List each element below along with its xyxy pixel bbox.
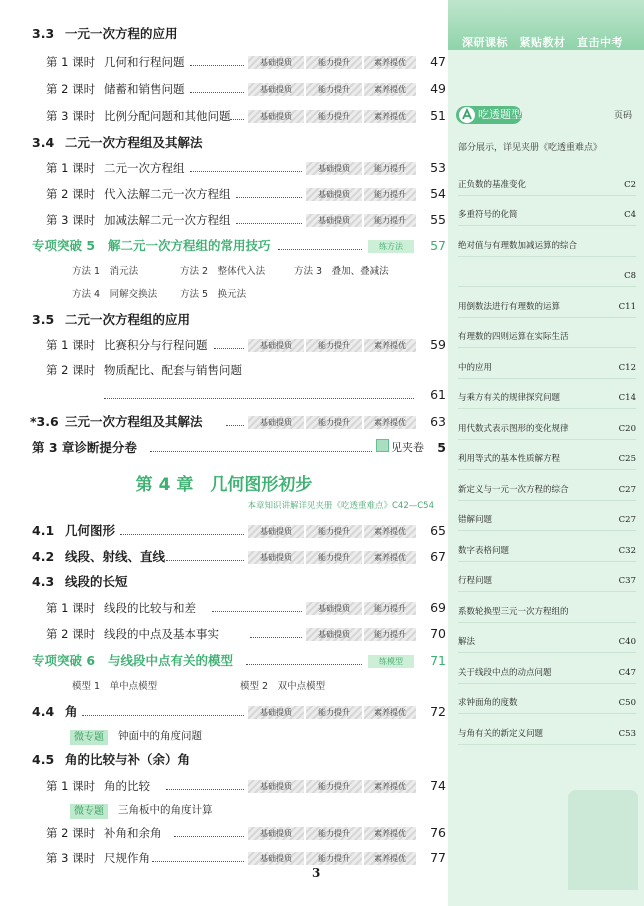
sidebar-list-item[interactable] (458, 684, 636, 715)
tag-basic: 基础提质 (248, 525, 304, 538)
methods-row (0, 261, 448, 283)
lesson-title: 线段的中点及基本事实 (104, 627, 219, 641)
decorative-illustration (568, 790, 638, 890)
tag-basic: 基础提质 (248, 110, 304, 123)
lesson-number: 第 2 课时 (46, 363, 96, 377)
booklet-icon (376, 439, 389, 452)
sidebar-item-title: 行程问题 (458, 576, 493, 586)
sidebar-item-title: 利用等式的基本性质解方程 (458, 454, 561, 464)
a-letter-icon (458, 106, 476, 124)
dot-leader (190, 92, 244, 93)
tag-basic: 基础提质 (248, 56, 304, 69)
toc-entry[interactable] (0, 51, 448, 73)
lesson-title: 比赛积分与行程问题 (104, 338, 208, 352)
lesson-number: 第 1 课时 (46, 601, 96, 615)
page-number: 57 (430, 238, 446, 253)
sidebar-item-title: 与角有关的新定义问题 (458, 728, 544, 739)
sidebar-list-item[interactable] (458, 623, 636, 654)
section-number: 4.5 (32, 752, 55, 767)
sidebar-item-page: C14 (618, 393, 636, 403)
models-row (0, 676, 448, 698)
sidebar-list-item[interactable] (458, 470, 636, 501)
dot-leader (230, 119, 244, 120)
sidebar-item-title: 中的应用 (458, 362, 493, 373)
tag-literacy: 素养提优 (364, 56, 416, 69)
model-item: 模型 1 单中点模型 (72, 681, 158, 692)
see-insert (376, 437, 424, 459)
lesson-title: 线段的比较与和差 (104, 601, 196, 615)
dot-leader (236, 197, 302, 198)
section-title: 线段、射线、直线 (65, 549, 166, 564)
page-number: 67 (430, 549, 446, 564)
dot-leader (236, 223, 302, 224)
toc-entry-continued[interactable] (0, 384, 448, 406)
lesson-number: 第 1 课时 (46, 338, 96, 352)
test-title: 第 3 章诊断提分卷 (32, 440, 137, 455)
page-number: 5 (437, 440, 446, 455)
lesson-number: 第 3 课时 (46, 109, 96, 123)
dot-leader (150, 451, 372, 452)
tag-basic: 基础提质 (248, 551, 304, 564)
toc-entry[interactable] (0, 701, 448, 723)
sidebar-page-label: 页码 (613, 111, 632, 121)
micro-topic-label: 微专题 (70, 804, 108, 819)
toc-entry[interactable] (0, 209, 448, 231)
special-topic-label: 专项突破 5 (32, 238, 96, 253)
sidebar-list-item[interactable] (458, 257, 636, 288)
tag-ability: 能力提升 (364, 162, 416, 175)
page-number: 71 (430, 653, 446, 668)
tag-basic: 基础提质 (306, 602, 362, 615)
sidebar-item-page: C11 (618, 301, 636, 312)
tag-basic: 基础提质 (306, 214, 362, 227)
sidebar-item-page: C12 (618, 362, 636, 373)
section-title: 二元一次方程组及其解法 (65, 135, 203, 150)
dot-leader (152, 861, 244, 862)
toc-entry[interactable] (0, 183, 448, 205)
sidebar-item-page: C37 (618, 576, 636, 586)
tag-ability: 能力提升 (364, 188, 416, 201)
sidebar-item-title: 与乘方有关的规律探究问题 (458, 393, 561, 403)
sidebar-item-title: 求钟面角的度数 (458, 698, 518, 708)
dot-leader (166, 789, 244, 790)
toc-entry[interactable] (0, 822, 448, 844)
tag-method: 练方法 (368, 240, 414, 253)
model-item: 模型 2 双中点模型 (240, 681, 326, 692)
lesson-number: 第 2 课时 (46, 627, 96, 641)
tag-basic: 基础提质 (306, 628, 362, 641)
toc-entry[interactable] (0, 105, 448, 127)
toc-entry[interactable] (0, 546, 448, 568)
section-number: 4.2 (32, 549, 55, 564)
dot-leader (166, 560, 244, 561)
tag-ability: 能力提升 (306, 56, 362, 69)
tag-ability: 能力提升 (306, 706, 362, 719)
sidebar-list-item[interactable] (458, 714, 636, 745)
sidebar-item-page: C8 (624, 271, 636, 281)
dot-leader (190, 171, 302, 172)
sidebar-item-page: C2 (624, 179, 636, 190)
dot-leader (104, 398, 414, 399)
sidebar-item-page: C20 (618, 423, 636, 434)
lesson-title: 加减法解二元一次方程组 (104, 213, 231, 227)
page-number: 54 (430, 186, 446, 201)
sidebar-item-page: C25 (618, 454, 636, 464)
sidebar-list-item[interactable] (458, 409, 636, 440)
section-title: 三元一次方程组及其解法 (65, 414, 203, 429)
tag-ability: 能力提升 (306, 525, 362, 538)
tag-ability: 能力提升 (306, 416, 362, 429)
sidebar-item-page: C53 (618, 728, 636, 739)
section-number: 3.5 (32, 312, 55, 327)
page-number: 59 (430, 337, 446, 352)
lesson-title: 尺规作角 (104, 851, 150, 865)
sidebar-list (458, 165, 636, 745)
sidebar-item-page: C47 (618, 667, 636, 678)
tag-ability: 能力提升 (364, 628, 416, 641)
tag-literacy: 素养提优 (364, 827, 416, 840)
tag-ability: 能力提升 (306, 339, 362, 352)
section-title: 几何图形 (65, 523, 116, 538)
toc-entry-special[interactable] (0, 650, 448, 672)
sidebar-list-item[interactable] (458, 165, 636, 196)
tag-literacy: 素养提优 (364, 780, 416, 793)
sidebar-list-item[interactable] (458, 379, 636, 410)
dot-leader (82, 715, 244, 716)
page-number: 76 (430, 825, 446, 840)
dot-leader (214, 348, 244, 349)
section-number: *3.6 (30, 414, 59, 429)
sidebar-item-title: 绝对值与有理数加减运算的综合 (458, 240, 578, 251)
tag-ability: 能力提升 (306, 827, 362, 840)
chapter-title: 第 4 章 几何图形初步 (135, 475, 313, 495)
toc-entry[interactable] (0, 411, 448, 433)
lesson-title: 储蓄和销售问题 (104, 82, 185, 96)
lesson-title: 角的比较 (104, 779, 150, 793)
tag-basic: 基础提质 (306, 188, 362, 201)
dot-leader (212, 611, 302, 612)
chapter-note: 本章知识讲解详见夹册《吃透重难点》C42—C54 (247, 501, 434, 511)
page-number: 69 (430, 600, 446, 615)
tag-ability: 能力提升 (306, 780, 362, 793)
special-topic-title: 解二元一次方程组的常用技巧 (108, 238, 271, 253)
sidebar-item-page: C27 (618, 484, 636, 495)
tag-literacy: 素养提优 (364, 852, 416, 865)
sidebar-title: 吃透题型 (478, 108, 522, 121)
sidebar-list-item[interactable] (458, 348, 636, 379)
lesson-number: 第 2 课时 (46, 187, 96, 201)
sidebar-item-title: 用代数式表示图形的变化规律 (458, 423, 569, 434)
tag-basic: 基础提质 (248, 780, 304, 793)
toc-entry-title[interactable] (0, 359, 448, 381)
tag-literacy: 素养提优 (364, 416, 416, 429)
special-topic-label: 专项突破 6 (32, 653, 96, 668)
toc-entry[interactable] (0, 157, 448, 179)
micro-topic-tag (70, 725, 108, 747)
lesson-number: 第 2 课时 (46, 826, 96, 840)
sidebar-header (454, 106, 638, 126)
dot-leader (250, 637, 302, 638)
page-number: 53 (430, 160, 446, 175)
section-number: 4.3 (32, 574, 55, 589)
dot-leader (174, 836, 244, 837)
lesson-number: 第 3 课时 (46, 851, 96, 865)
tag-literacy: 素养提优 (364, 339, 416, 352)
page-number: 72 (430, 704, 446, 719)
sidebar-slogan: 深研课标 紧贴教材 直击中考 (462, 36, 623, 49)
lesson-title: 代入法解二元一次方程组 (104, 187, 231, 201)
tag-basic: 基础提质 (248, 339, 304, 352)
toc-entry[interactable] (0, 597, 448, 619)
micro-topic-title: 三角板中的角度计算 (118, 804, 213, 816)
lesson-title: 补角和余角 (104, 826, 162, 840)
sidebar-list-item[interactable] (458, 287, 636, 318)
lesson-title: 物质配比、配套与销售问题 (104, 363, 242, 377)
page-number: 47 (430, 54, 446, 69)
tag-basic: 基础提质 (248, 83, 304, 96)
section-number: 3.4 (32, 135, 55, 150)
tag-literacy: 素养提优 (364, 551, 416, 564)
toc-entry[interactable] (0, 847, 448, 869)
sidebar-list-item[interactable] (458, 226, 636, 257)
sidebar-item-title: 用倒数法进行有理数的运算 (458, 301, 561, 312)
sidebar-list-item[interactable] (458, 318, 636, 349)
page-number: 49 (430, 81, 446, 96)
special-topic-title: 与线段中点有关的模型 (108, 653, 234, 668)
method-item: 方法 3 叠加、叠减法 (294, 266, 389, 277)
section-title: 线段的长短 (65, 574, 128, 589)
page-number: 65 (430, 523, 446, 538)
toc-entry[interactable] (0, 623, 448, 645)
sidebar-item-page: C4 (624, 210, 636, 220)
sidebar-item-title: 多重符号的化简 (458, 210, 518, 220)
page-footer-number: 3 (312, 866, 321, 880)
lesson-title: 比例分配问题和其他问题 (104, 109, 231, 123)
tag-ability: 能力提升 (306, 551, 362, 564)
sidebar-item-page: C32 (618, 545, 636, 556)
dot-leader (246, 664, 362, 665)
sidebar-list-item[interactable] (458, 562, 636, 593)
tag-basic: 基础提质 (248, 416, 304, 429)
page-number: 61 (430, 387, 446, 402)
sidebar-item-title: 正负数的基准变化 (458, 179, 527, 190)
tag-literacy: 素养提优 (364, 110, 416, 123)
toc-entry[interactable] (0, 334, 448, 356)
dot-leader (278, 249, 362, 250)
micro-topic[interactable] (0, 799, 448, 821)
tag-model: 练模型 (368, 655, 414, 668)
toc-entry[interactable] (0, 775, 448, 797)
tag-ability: 能力提升 (306, 852, 362, 865)
sidebar-intro: 部分展示，详见夹册《吃透重难点》 (458, 143, 603, 153)
micro-topic-title: 钟面中的角度问题 (118, 730, 202, 742)
method-item: 方法 5 换元法 (180, 289, 247, 300)
sidebar-item-title: 有理数的四则运算在实际生活 (458, 332, 569, 342)
see-insert-label: 见夹卷 (391, 441, 424, 454)
section-number: 3.3 (32, 26, 55, 41)
tag-literacy: 素养提优 (364, 525, 416, 538)
sidebar-item-title: 关于线段中点的动点问题 (458, 667, 552, 678)
sidebar-list-item[interactable] (458, 592, 636, 623)
dot-leader (226, 425, 244, 426)
page-number: 63 (430, 414, 446, 429)
page-number: 55 (430, 212, 446, 227)
lesson-title: 几何和行程问题 (104, 55, 185, 69)
sidebar-item-title: 解法 (458, 637, 476, 647)
sidebar-list-item[interactable] (458, 501, 636, 532)
sidebar-item-title: 错解问题 (458, 515, 493, 525)
tag-ability: 能力提升 (364, 602, 416, 615)
lesson-number: 第 1 课时 (46, 779, 96, 793)
section-heading (0, 571, 448, 593)
lesson-title: 二元一次方程组 (104, 161, 185, 175)
sidebar-item-page: C50 (618, 698, 636, 708)
section-heading (0, 132, 448, 154)
sidebar-list-item[interactable] (458, 653, 636, 684)
tag-basic: 基础提质 (248, 852, 304, 865)
lesson-number: 第 3 课时 (46, 213, 96, 227)
section-heading (0, 309, 448, 331)
sidebar-item-page: C40 (618, 637, 636, 647)
lesson-number: 第 1 课时 (46, 55, 96, 69)
sidebar-list-item[interactable] (458, 531, 636, 562)
toc-entry[interactable] (0, 520, 448, 542)
section-title: 二元一次方程组的应用 (65, 312, 191, 327)
sidebar-panel (448, 0, 644, 906)
lesson-number: 第 2 课时 (46, 82, 96, 96)
tag-ability: 能力提升 (306, 83, 362, 96)
sidebar-item-title: 数字表格问题 (458, 545, 510, 556)
tag-literacy: 素养提优 (364, 83, 416, 96)
tag-literacy: 素养提优 (364, 706, 416, 719)
sidebar-item-title: 系数轮换型三元一次方程组的 (458, 606, 569, 617)
micro-topic-tag (70, 799, 108, 821)
page-number: 77 (430, 850, 446, 865)
page-number: 51 (430, 108, 446, 123)
sidebar-list-item[interactable] (458, 196, 636, 227)
section-title: 角的比较与补（余）角 (65, 752, 191, 767)
section-number: 4.1 (32, 523, 55, 538)
method-item: 方法 4 同解交换法 (72, 289, 158, 300)
page-number: 74 (430, 778, 446, 793)
tag-basic: 基础提质 (248, 706, 304, 719)
method-item: 方法 1 消元法 (72, 266, 139, 277)
toc-entry-special[interactable] (0, 235, 448, 257)
tag-basic: 基础提质 (248, 827, 304, 840)
tag-ability: 能力提升 (364, 214, 416, 227)
sidebar-item-page: C27 (618, 515, 636, 525)
methods-row (0, 284, 448, 306)
sidebar-list-item[interactable] (458, 440, 636, 471)
tag-basic: 基础提质 (306, 162, 362, 175)
toc-entry[interactable] (0, 78, 448, 100)
section-heading (0, 749, 448, 771)
section-title: 一元一次方程的应用 (65, 26, 178, 41)
micro-topic-label: 微专题 (70, 730, 108, 745)
toc-entry-test[interactable] (0, 437, 448, 459)
method-item: 方法 2 整体代入法 (180, 266, 266, 277)
dot-leader (190, 65, 244, 66)
lesson-number: 第 1 课时 (46, 161, 96, 175)
section-heading (0, 23, 448, 45)
section-title: 角 (65, 704, 78, 719)
dot-leader (120, 534, 244, 535)
page-number: 70 (430, 626, 446, 641)
micro-topic[interactable] (0, 725, 448, 747)
tag-ability: 能力提升 (306, 110, 362, 123)
section-number: 4.4 (32, 704, 55, 719)
sidebar-item-title: 新定义与一元一次方程的综合 (458, 484, 569, 495)
